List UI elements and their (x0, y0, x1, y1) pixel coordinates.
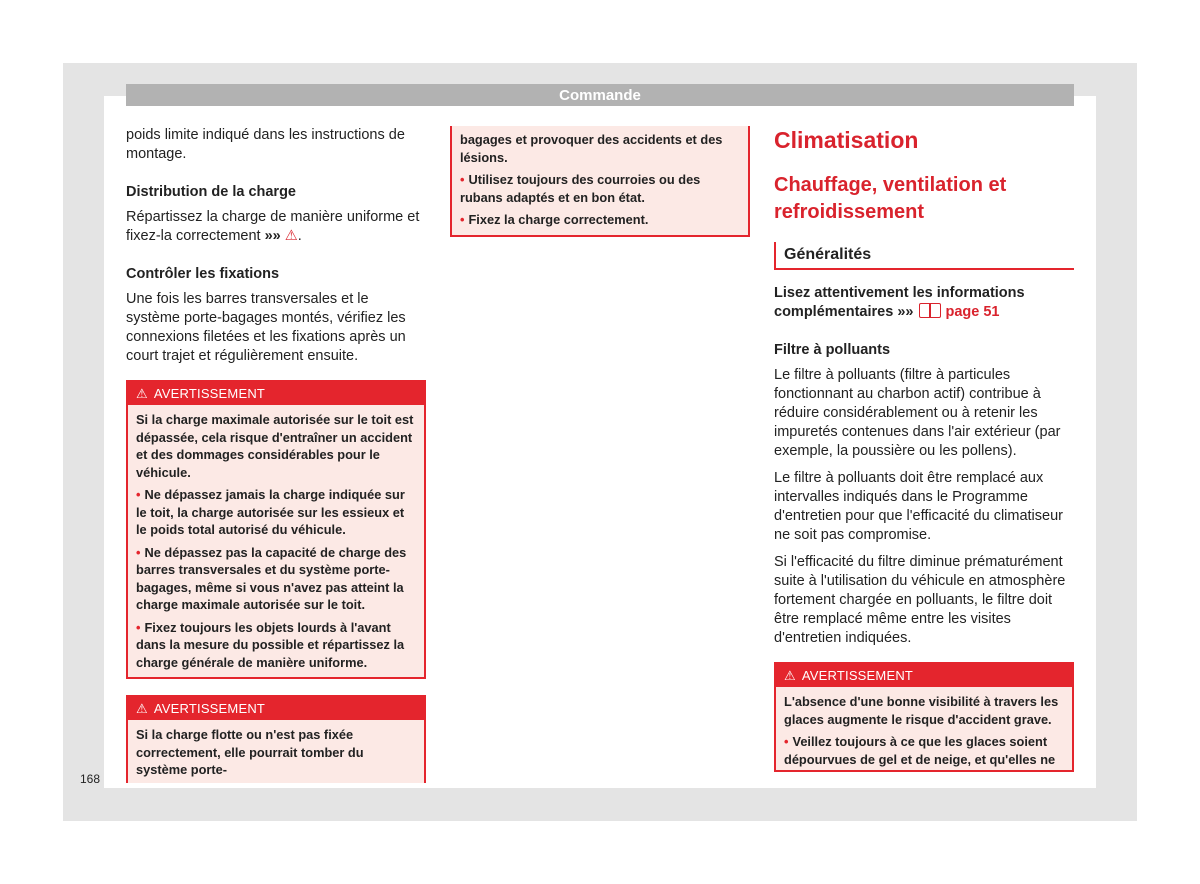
ctrl-heading: Contrôler les fixations (126, 266, 280, 282)
warning-box-2 (126, 695, 426, 783)
warning-header (776, 664, 1072, 687)
warning-box-1 (126, 380, 426, 679)
bullet-icon: • (136, 487, 141, 502)
page-number: 168 (80, 772, 101, 786)
ref-arrow[interactable]: »» (897, 304, 914, 320)
warning-title: AVERTISSEMENT (153, 701, 266, 716)
column-left (126, 126, 426, 783)
warning-triangle-icon: ⚠ (136, 386, 148, 401)
warning-intro: Si la charge maximale autorisée sur le toit est dépassée, cela risque d'entraîner un accident et des dommages considérables pour le véhicule. (136, 412, 414, 480)
warning-bullet: • Utilisez toujours des courroies ou des rubans adaptés et en bon état. (460, 172, 701, 205)
subsection-title: Chauffage, ventilation et refroidissement (774, 174, 1007, 223)
warning-intro: L'absence d'une bonne visibilité à travers les glaces augmente le risque d'accident grave. (784, 694, 1059, 727)
filtre-paragraph-3: Si l'efficacité du filtre diminue prématurément suite à l'utilisation du véhicule en atmosphère fortement chargée en polluants, le filtre doit être remplacé même entre les visites d'entretien indiquées. (774, 554, 1066, 646)
dist-heading: Distribution de la charge (126, 184, 296, 200)
filtre-paragraph-2: Le filtre à polluants doit être remplacé aux intervalles indiqués dans le Programme d'entretien pour que l'efficacité du climatiseur ne soit pas compromise. (774, 470, 1063, 543)
book-icon[interactable] (919, 303, 941, 318)
warning-triangle-icon: ⚠ (784, 668, 796, 683)
read-more-text: Lisez attentivement les informations complémentaires (774, 285, 1025, 320)
warning-bullet: • Ne dépassez pas la capacité de charge des barres transversales et du système porte-bagages, même si vous n'avez pas atteint la charge maximale autorisée sur le toit. (136, 544, 407, 612)
ctrl-text: Une fois les barres transversales et le système porte-bagages montés, vérifiez les connexions filetées et les fixations après un court trajet et régulièrement ensuite. (126, 291, 406, 364)
warning-header (128, 382, 424, 405)
warning-triangle-icon[interactable]: ⚠ (284, 228, 298, 244)
dist-paragraph: Répartissez la charge de manière uniforme et fixez-la correctement »» ⚠. (126, 209, 420, 244)
ref-arrow[interactable]: »» (264, 228, 281, 244)
intro-text: poids limite indiqué dans les instructions de montage. (126, 127, 405, 162)
warning-body (128, 720, 424, 783)
section-title: Climatisation (774, 127, 919, 153)
warning-bullet: • Ne dépassez jamais la charge indiquée sur le toit, la charge autorisée sur les essieux et le poids total autorisé du véhicule. (136, 487, 405, 537)
warning-bullet: • Fixez la charge correctement. (460, 212, 649, 227)
page-header: Commande (126, 84, 1074, 106)
read-more-paragraph (774, 284, 1074, 322)
bullet-icon: • (136, 619, 141, 635)
warning-title: AVERTISSEMENT (801, 668, 914, 683)
filtre-heading: Filtre à polluants (774, 342, 891, 358)
warning-intro: Si la charge flotte ou n'est pas fixée correctement, elle pourrait tomber du système porte- (136, 727, 364, 777)
column-middle (450, 126, 750, 237)
generalites-heading: Généralités (774, 242, 1074, 270)
column-right (774, 126, 1074, 772)
bullet-icon: • (460, 212, 465, 227)
warning-body (128, 405, 424, 677)
warning-continued-text: bagages et provoquer des accidents et des lésions. (460, 132, 723, 165)
dist-text: Répartissez la charge de manière uniforme et fixez-la correctement (126, 209, 420, 244)
bullet-icon: • (136, 544, 141, 560)
warning-box-3 (774, 662, 1074, 772)
warning-header (128, 697, 424, 720)
warning-bullet: • Fixez toujours les objets lourds à l'avant dans la mesure du possible et répartissez la charge générale de manière uniforme. (136, 619, 405, 670)
bullet-icon: • (784, 734, 789, 749)
bullet-icon: • (460, 172, 465, 187)
page-reference-link[interactable]: page 51 (945, 304, 1000, 320)
warning-bullet: • Veillez toujours à ce que les glaces soient dépourvues de gel et de neige, et qu'elles ne (784, 734, 1056, 767)
warning-body (452, 126, 748, 235)
filtre-paragraph-1: Le filtre à polluants (filtre à particules fonctionnant au charbon actif) contribue à réduire considérablement ou à retenir les impuretés contenues dans l'air extérieur (par exemple, la poussière ou les pollens). (774, 367, 1061, 459)
warning-box-continued (450, 126, 750, 237)
warning-triangle-icon: ⚠ (136, 701, 148, 716)
warning-body (776, 687, 1072, 770)
warning-title: AVERTISSEMENT (153, 386, 266, 401)
